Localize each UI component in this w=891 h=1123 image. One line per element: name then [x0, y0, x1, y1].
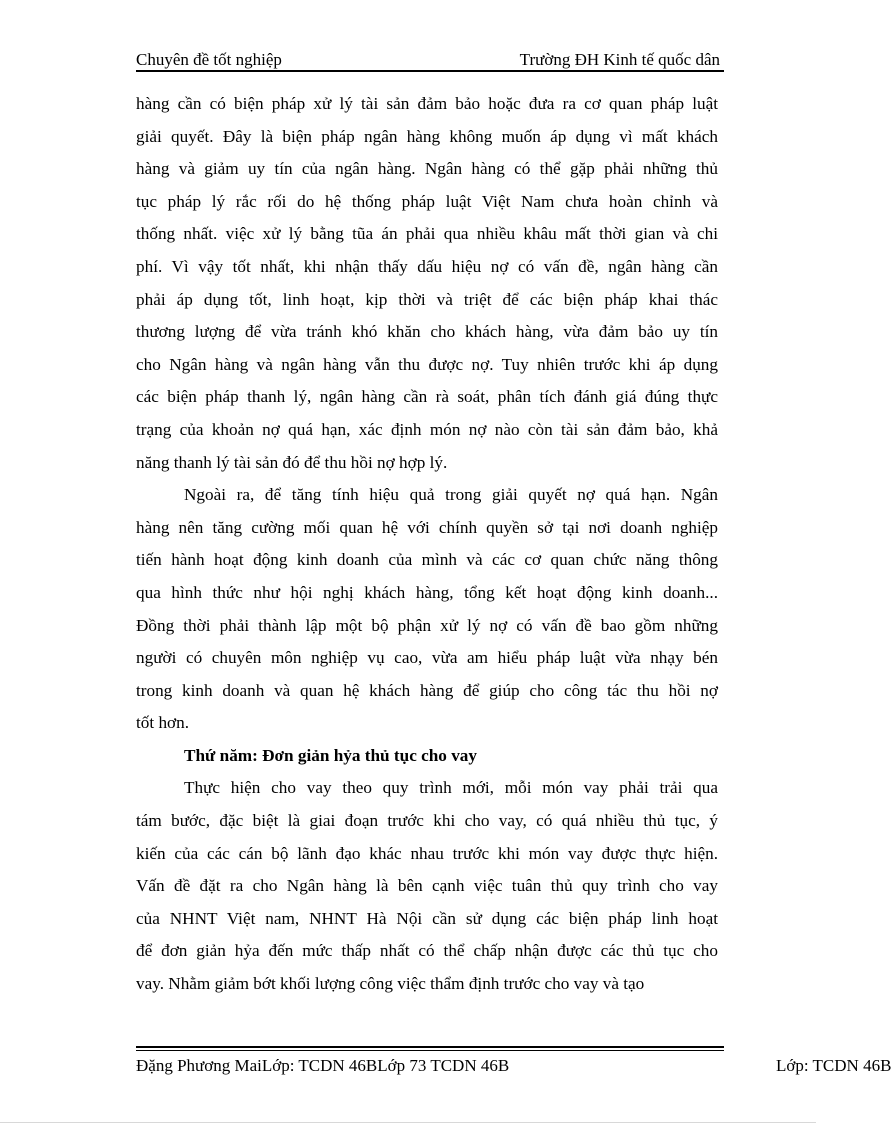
- header-university: Trường ĐH Kinh tế quốc dân: [519, 50, 720, 69]
- text-line: Ngoài ra, để tăng tính hiệu quả trong giải quyết nợ quá hạn. Ngân: [184, 485, 718, 505]
- text-line: qua hình thức như hội nghị khách hàng, tổng kết hoạt động kinh doanh...: [136, 582, 718, 602]
- section-heading: Thứ năm: Đơn giản hỷa thủ tục cho vay: [184, 745, 477, 765]
- footer-rule-thick: [136, 1046, 724, 1048]
- text-line: hàng và giảm uy tín của ngân hàng. Ngân hàng có thể gặp phải những thủ: [136, 159, 718, 179]
- text-line: hàng cần có biện pháp xử lý tài sản đảm bảo hoặc đưa ra cơ quan pháp luật: [136, 94, 718, 113]
- text-line: tám bước, đặc biệt là giai đoạn trước khi cho vay, có quá nhiều thủ tục, ý: [136, 811, 718, 831]
- text-line: tiến hành hoạt động kinh doanh của mình và các cơ quan chức năng thông: [136, 550, 718, 570]
- text-line: tục pháp lý rắc rối do hệ thống pháp luật Việt Nam chưa hoàn chỉnh và: [136, 191, 718, 211]
- body-text: [136, 88, 718, 1001]
- text-line: của NHNT Việt nam, NHNT Hà Nội cần sử dụng các biện pháp linh hoạt: [136, 908, 718, 928]
- text-line: thương lượng để vừa tránh khó khăn cho khách hàng, vừa đảm bảo uy tín: [136, 322, 718, 342]
- text-line: giải quyết. Đây là biện pháp ngân hàng không muốn áp dụng vì mất khách: [136, 126, 718, 146]
- text-line: Vấn đề đặt ra cho Ngân hàng là bên cạnh việc tuân thủ quy trình cho vay: [136, 876, 718, 896]
- paragraph-3: [136, 772, 718, 1000]
- text-line: trong kinh doanh và quan hệ khách hàng để giúp cho công tác thu hồi nợ: [136, 680, 718, 700]
- text-line: thống nhất. việc xử lý bằng tũa án phải qua nhiều khâu mất thời gian và chi: [136, 224, 718, 244]
- text-line: Thực hiện cho vay theo quy trình mới, mỗi món vay phải trải qua: [184, 778, 718, 798]
- header-thesis-title: Chuyên đề tốt nghiệp: [136, 50, 282, 69]
- text-line: năng thanh lý tài sản đó để thu hồi nợ hợp lý.: [136, 452, 448, 472]
- header-rule: [136, 70, 724, 72]
- text-line: để đơn giản hỷa đến mức thấp nhất có thể chấp nhận được các thủ tục cho: [136, 941, 718, 961]
- text-line: cho Ngân hàng và ngân hàng vẫn thu được nợ. Tuy nhiên trước khi áp dụng: [136, 354, 718, 374]
- text-line: trạng của khoản nợ quá hạn, xác định món nợ nào còn tài sản đảm bảo, khả: [136, 419, 718, 439]
- paragraph-1: [136, 88, 718, 479]
- text-line: hàng nên tăng cường mối quan hệ với chính quyền sở tại nơi doanh nghiệp: [136, 517, 718, 537]
- footer-author-class: Đặng Phương MaiLớp: TCDN 46BLớp 73 TCDN 46B: [136, 1056, 510, 1075]
- text-line: Đồng thời phải thành lập một bộ phận xử lý nợ có vấn đề bao gồm những: [136, 615, 718, 635]
- text-line: các biện pháp thanh lý, ngân hàng cần rà soát, phân tích đánh giá đúng thực: [136, 387, 718, 407]
- text-line: tốt hơn.: [136, 713, 190, 733]
- text-line: phải áp dụng tốt, linh hoạt, kịp thời và triệt để các biện pháp khai thác: [136, 289, 718, 309]
- text-line: kiến của các cán bộ lãnh đạo khác nhau trước khi món vay được thực hiện.: [136, 843, 718, 863]
- paragraph-2: [136, 479, 718, 740]
- text-line: vay. Nhằm giảm bớt khối lượng công việc thẩm định trước cho vay và tạo: [136, 974, 645, 994]
- page-footer: [136, 1046, 891, 1086]
- footer-class-label: Lớp: TCDN 46B: [776, 1056, 891, 1075]
- page-header: [136, 48, 724, 72]
- text-line: người có chuyên môn nghiệp vụ cao, vừa am hiểu pháp luật vừa nhạy bén: [136, 648, 718, 668]
- footer-rule-thin: [136, 1050, 724, 1051]
- text-line: phí. Vì vậy tốt nhất, khi nhận thấy dấu hiệu nợ có vấn đề, ngân hàng cần: [136, 256, 718, 276]
